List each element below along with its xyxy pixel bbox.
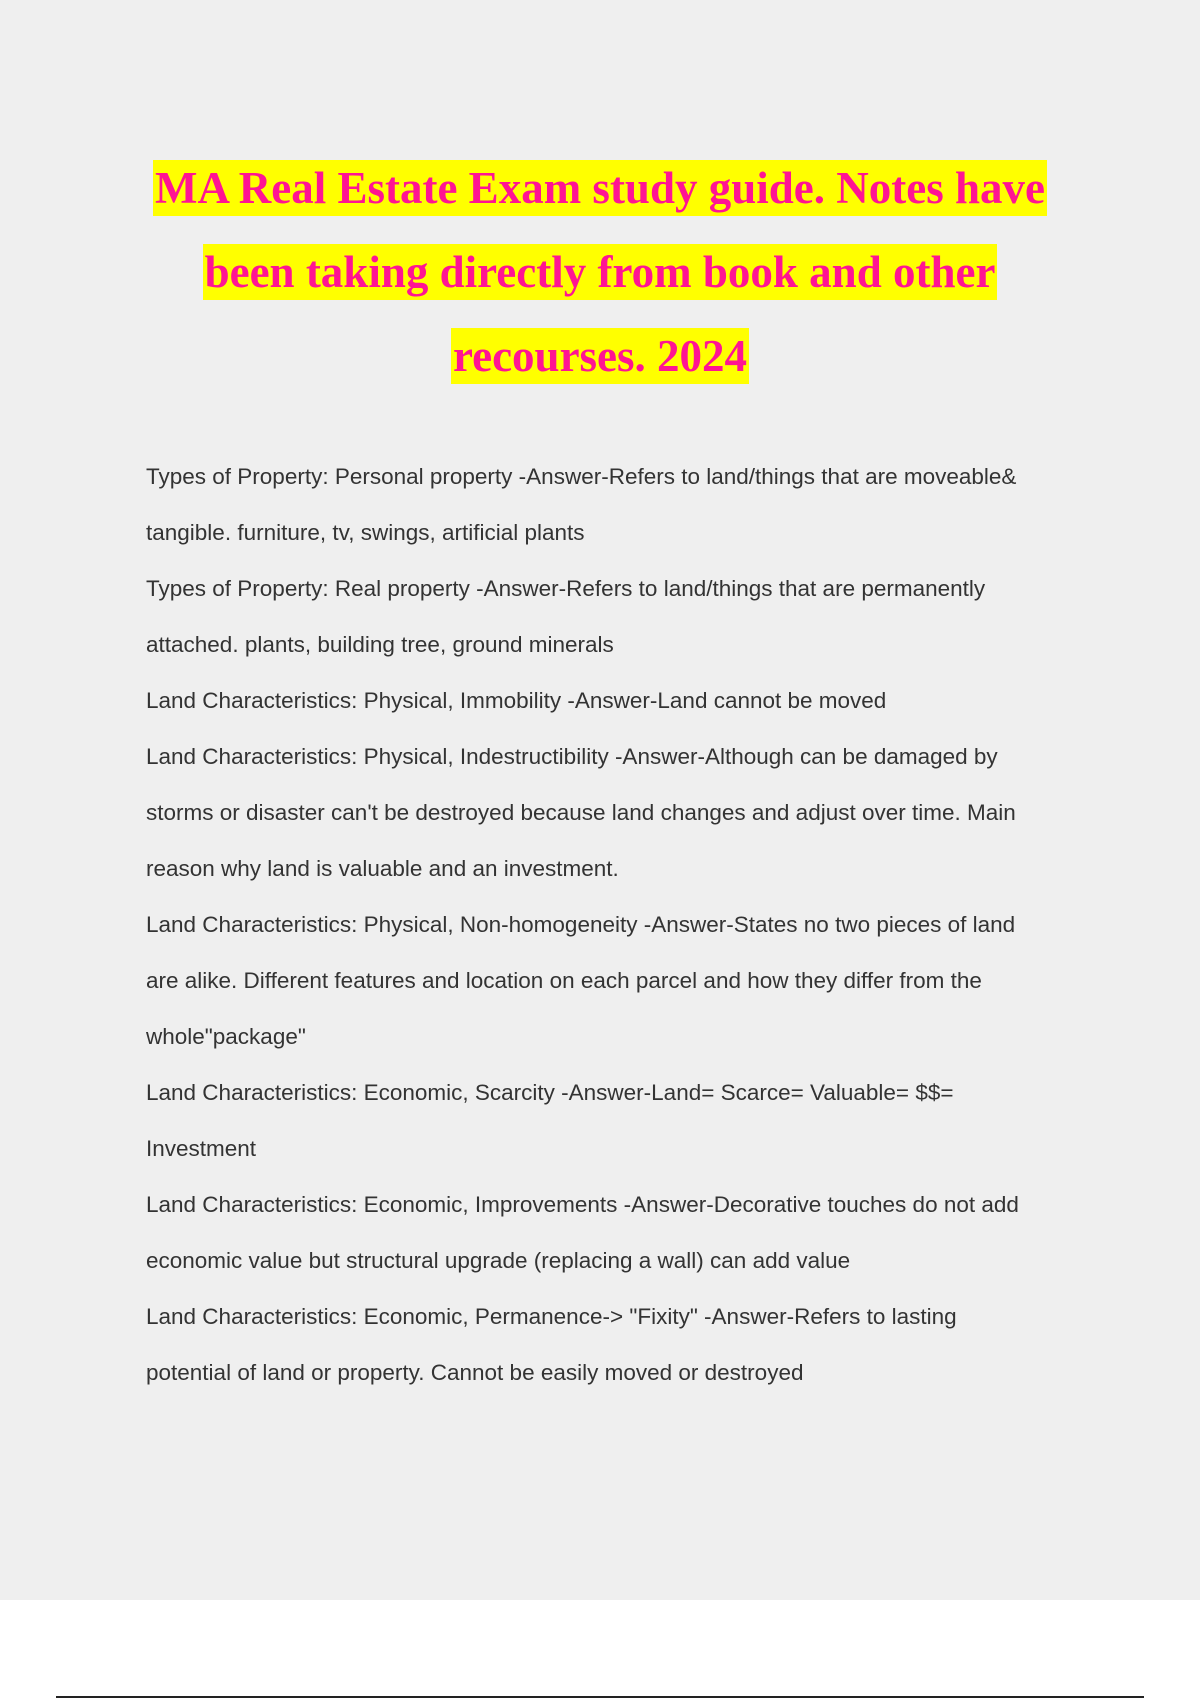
note-line: Land Characteristics: Economic, Scarcity -Answer-Land= Scarce= Valuable= $$= bbox=[146, 1080, 954, 1105]
title-row-3 bbox=[0, 328, 1200, 412]
note-line: Investment bbox=[146, 1136, 257, 1161]
title-row-2 bbox=[0, 244, 1200, 328]
note-entry-non-homogeneity bbox=[146, 897, 1106, 1065]
title-line-1: MA Real Estate Exam study guide. Notes have bbox=[153, 160, 1047, 216]
note-line: are alike. Different features and location on each parcel and how they differ from the bbox=[146, 968, 982, 993]
title-line-2: been taking directly from book and other bbox=[203, 244, 998, 300]
note-line: Land Characteristics: Economic, Improvements -Answer-Decorative touches do not add bbox=[146, 1192, 1019, 1217]
note-entry-indestructibility bbox=[146, 729, 1106, 897]
note-line: Types of Property: Personal property -Answer-Refers to land/things that are moveable& bbox=[146, 464, 1017, 489]
note-line: Land Characteristics: Physical, Immobility -Answer-Land cannot be moved bbox=[146, 688, 887, 713]
study-notes bbox=[146, 449, 1106, 1401]
note-line: whole"package" bbox=[146, 1024, 306, 1049]
note-line: storms or disaster can't be destroyed because land changes and adjust over time. Main bbox=[146, 800, 1016, 825]
note-entry-personal-property bbox=[146, 449, 1106, 561]
note-line: Land Characteristics: Physical, Non-homogeneity -Answer-States no two pieces of land bbox=[146, 912, 1016, 937]
note-line: Land Characteristics: Physical, Indestructibility -Answer-Although can be damaged by bbox=[146, 744, 998, 769]
note-line: reason why land is valuable and an investment. bbox=[146, 856, 619, 881]
title-row-1 bbox=[0, 160, 1200, 244]
document-title bbox=[0, 160, 1200, 412]
note-entry-real-property bbox=[146, 561, 1106, 673]
note-entry-improvements bbox=[146, 1177, 1106, 1289]
note-entry-immobility bbox=[146, 673, 1106, 729]
title-line-3: recourses. 2024 bbox=[451, 328, 749, 384]
note-line: Land Characteristics: Economic, Permanence-> "Fixity" -Answer-Refers to lasting bbox=[146, 1304, 957, 1329]
note-line: Types of Property: Real property -Answer-Refers to land/things that are permanently bbox=[146, 576, 986, 601]
note-line: attached. plants, building tree, ground minerals bbox=[146, 632, 614, 657]
note-line: potential of land or property. Cannot be easily moved or destroyed bbox=[146, 1360, 804, 1385]
note-line: economic value but structural upgrade (replacing a wall) can add value bbox=[146, 1248, 851, 1273]
note-entry-permanence bbox=[146, 1289, 1106, 1401]
note-line: tangible. furniture, tv, swings, artificial plants bbox=[146, 520, 585, 545]
note-entry-scarcity bbox=[146, 1065, 1106, 1177]
page-bottom-divider bbox=[56, 1696, 1144, 1698]
